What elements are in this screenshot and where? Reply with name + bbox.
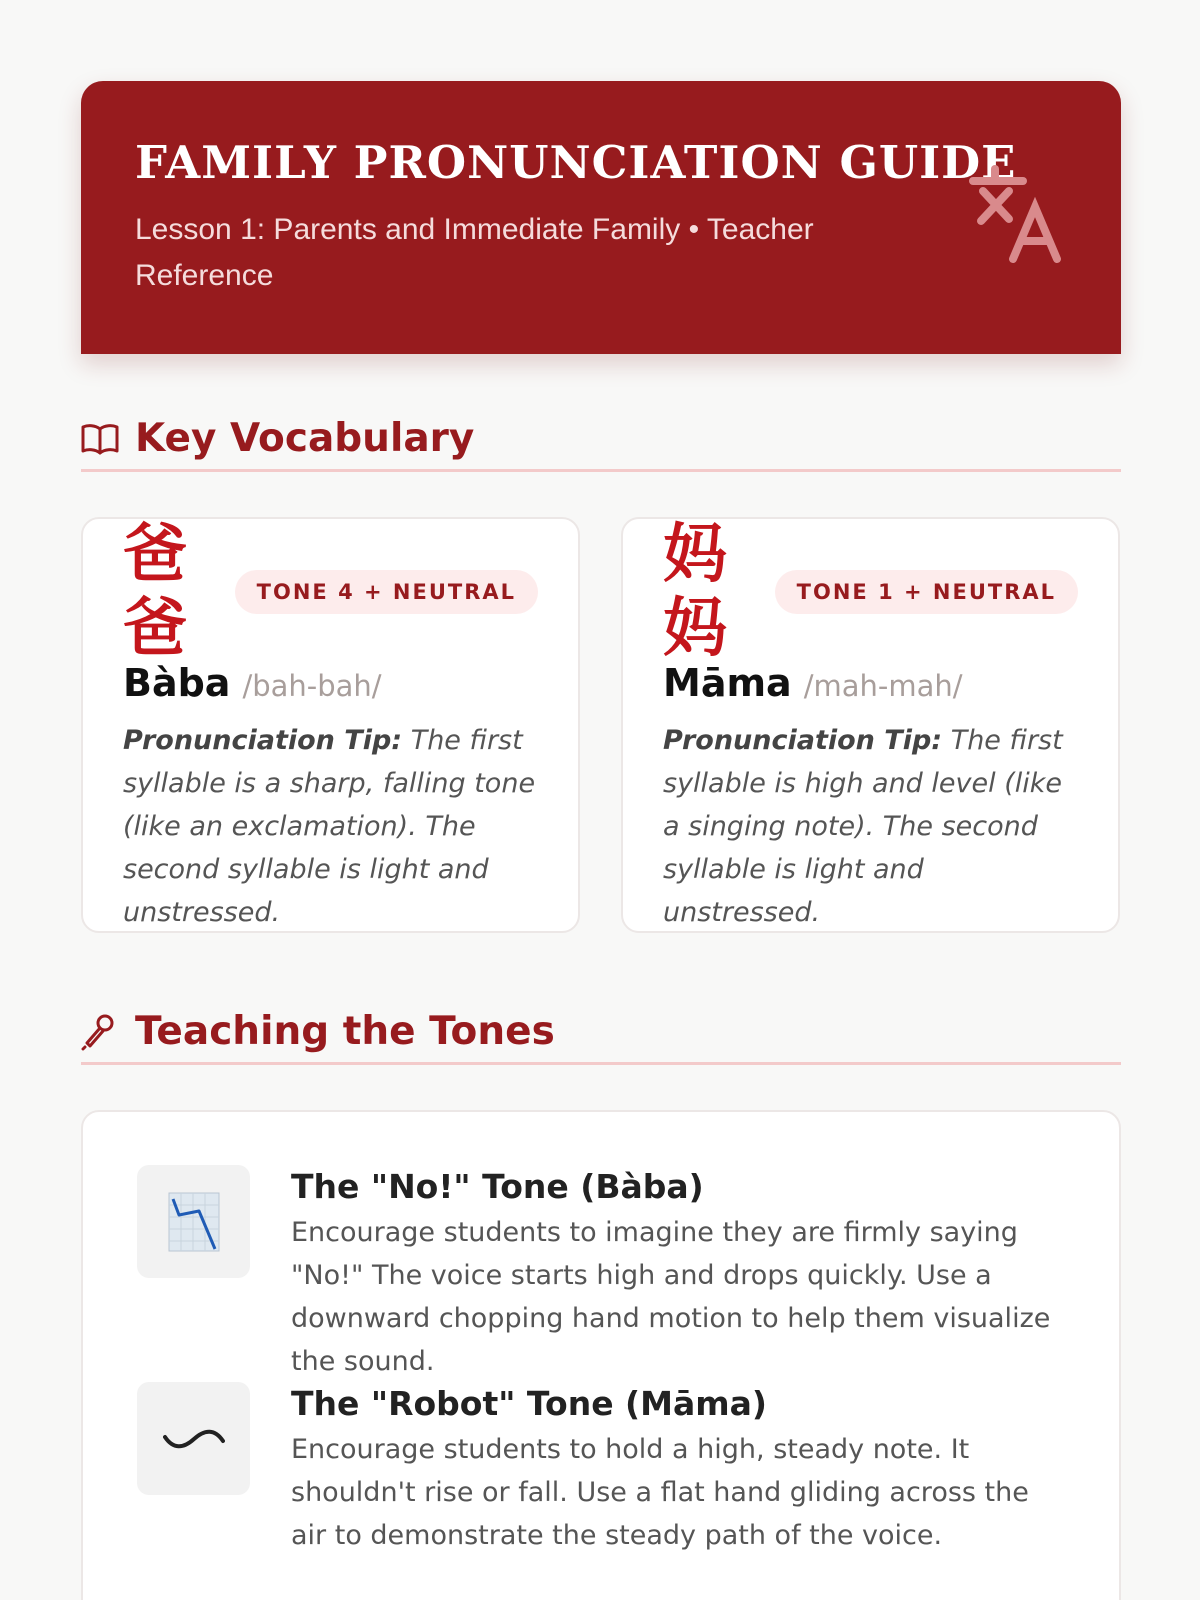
hanzi: 爸爸 (123, 518, 187, 666)
tone-tip-item (137, 1382, 1077, 1557)
tone-heading: The "No!" Tone (Bàba) (291, 1167, 704, 1206)
section-heading-vocabulary (81, 408, 1121, 472)
tone-icon-box (137, 1165, 250, 1278)
chart-decreasing-icon (167, 1191, 221, 1253)
pronunciation-tip (123, 719, 538, 934)
pronunciation-tip (663, 719, 1078, 934)
pinyin: Bàba (123, 661, 231, 705)
book-icon (81, 419, 121, 459)
translate-icon (965, 163, 1071, 269)
pinyin: Māma (663, 661, 792, 705)
section-heading-tones (81, 1001, 1121, 1065)
wavy-line-icon (163, 1427, 225, 1451)
tip-label: Pronunciation Tip: (123, 725, 403, 756)
tone-tip-item (137, 1165, 1077, 1383)
section-title-vocabulary: Key Vocabulary (135, 416, 475, 461)
hanzi: 妈妈 (663, 518, 727, 666)
section-title-tones: Teaching the Tones (135, 1009, 555, 1054)
tip-label: Pronunciation Tip: (663, 725, 943, 756)
tone-badge: TONE 1 + NEUTRAL (775, 570, 1078, 614)
vocab-card-baba (81, 517, 580, 933)
vocab-card-mama (621, 517, 1120, 933)
page-title: FAMILY PRONUNCIATION GUIDE (135, 136, 1017, 189)
microphone-icon (81, 1012, 121, 1052)
phonetic-spelling: /bah-bah/ (242, 669, 382, 703)
tone-heading: The "Robot" Tone (Māma) (291, 1384, 767, 1423)
header-banner (81, 81, 1121, 354)
tip-text: The first syllable is a sharp, falling tone (like an exclamation). The second syllable is light and unstressed. (123, 725, 536, 928)
tone-icon-box (137, 1382, 250, 1495)
phonetic-spelling: /mah-mah/ (803, 669, 963, 703)
tone-description: Encourage students to hold a high, steady note. It shouldn't rise or fall. Use a flat hand gliding across the air to demonstrate the steady path of the voice. (291, 1434, 1029, 1551)
tones-panel (81, 1110, 1121, 1600)
page-subtitle: Lesson 1: Parents and Immediate Family • Teacher Reference (135, 213, 814, 292)
tone-description: Encourage students to imagine they are firmly saying "No!" The voice starts high and drops quickly. Use a downward chopping hand motion to help them visualize the sound. (291, 1217, 1051, 1377)
tip-text: The first syllable is high and level (like a singing note). The second syllable is light and unstressed. (663, 725, 1063, 928)
tone-badge: TONE 4 + NEUTRAL (235, 570, 538, 614)
